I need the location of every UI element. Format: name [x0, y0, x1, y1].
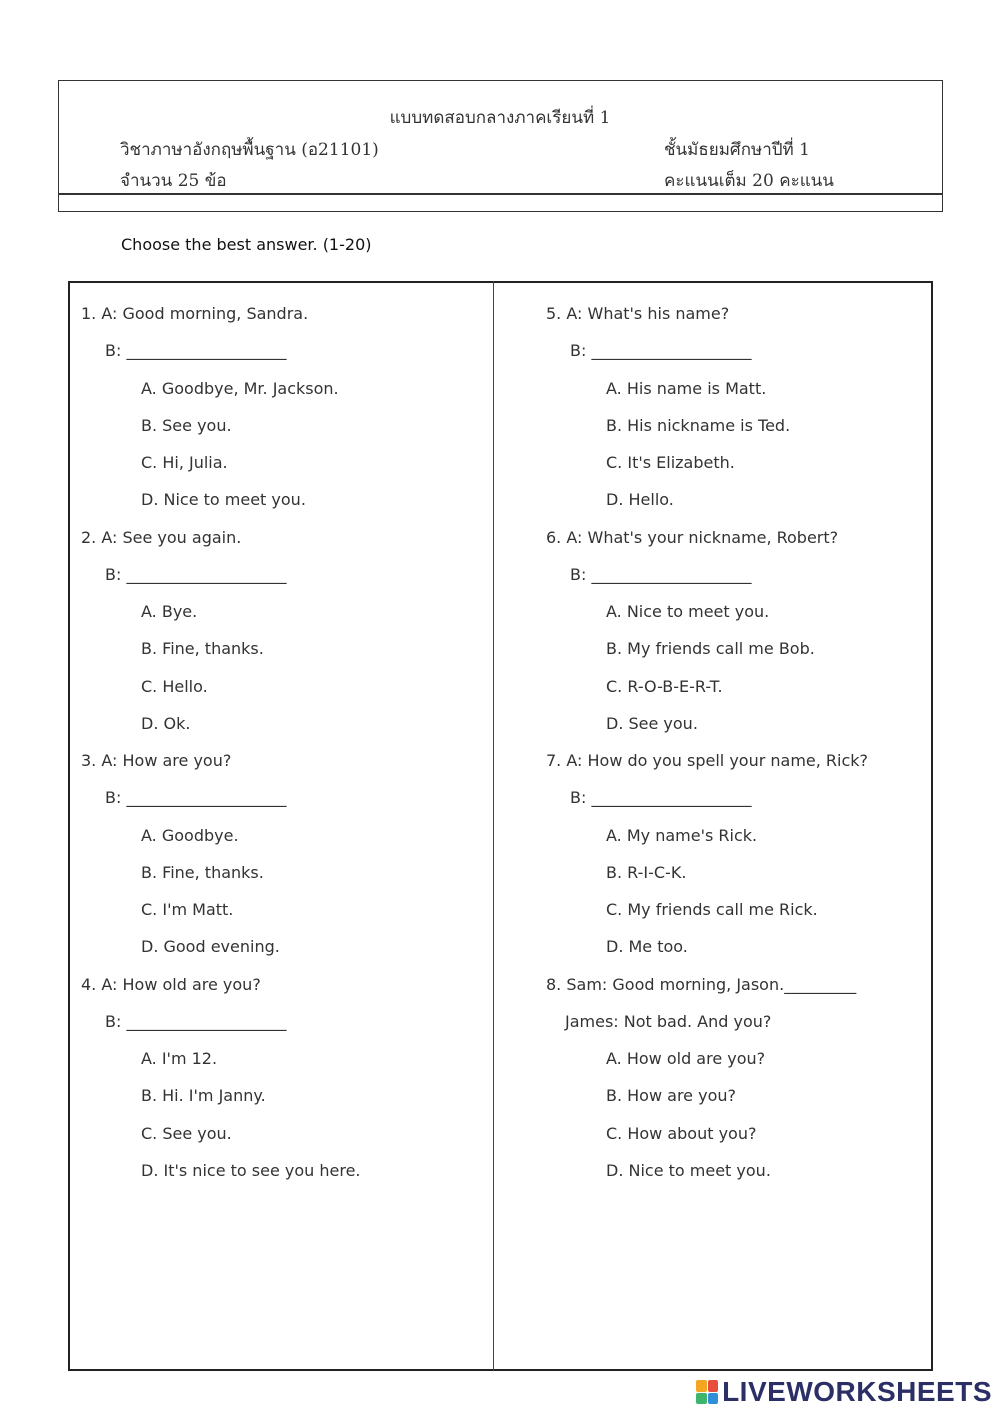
question-2-option-b[interactable]: B. Fine, thanks. — [141, 639, 264, 658]
question-1-answer-line[interactable]: B: ____________________ — [105, 341, 287, 360]
question-5-option-b[interactable]: B. His nickname is Ted. — [606, 416, 791, 435]
question-6-prompt: 6. A: What's your nickname, Robert? — [546, 528, 839, 547]
question-6-option-a[interactable]: A. Nice to meet you. — [606, 602, 770, 621]
question-1-option-a[interactable]: A. Goodbye, Mr. Jackson. — [141, 379, 339, 398]
question-7-prompt: 7. A: How do you spell your name, Rick? — [546, 751, 869, 770]
question-6-option-c[interactable]: C. R-O-B-E-R-T. — [606, 677, 723, 696]
question-5-option-a[interactable]: A. His name is Matt. — [606, 379, 767, 398]
exam-subject: วิชาภาษาอังกฤษพื้นฐาน (อ21101) — [120, 140, 379, 160]
question-4-answer-line[interactable]: B: ____________________ — [105, 1012, 287, 1031]
question-8-answer-line: James: Not bad. And you? — [565, 1012, 772, 1031]
question-6-answer-line[interactable]: B: ____________________ — [570, 565, 752, 584]
question-3-option-a[interactable]: A. Goodbye. — [141, 826, 239, 845]
question-1-prompt: 1. A: Good morning, Sandra. — [81, 304, 309, 323]
question-2-option-a[interactable]: A. Bye. — [141, 602, 198, 621]
question-4-option-d[interactable]: D. It's nice to see you here. — [141, 1161, 361, 1180]
logo-mark-icon — [696, 1380, 718, 1404]
exam-title: แบบทดสอบกลางภาคเรียนที่ 1 — [389, 108, 611, 128]
question-3-option-b[interactable]: B. Fine, thanks. — [141, 863, 264, 882]
question-1-option-c[interactable]: C. Hi, Julia. — [141, 453, 228, 472]
question-8-prompt: 8. Sam: Good morning, Jason._________ — [546, 975, 857, 994]
logo-text: LIVEWORKSHEETS — [722, 1376, 992, 1407]
question-2-option-d[interactable]: D. Ok. — [141, 714, 191, 733]
full-score: คะแนนเต็ม 20 คะแนน — [664, 171, 834, 191]
question-5-answer-line[interactable]: B: ____________________ — [570, 341, 752, 360]
question-8-option-b[interactable]: B. How are you? — [606, 1086, 736, 1105]
question-count: จำนวน 25 ข้อ — [120, 171, 227, 191]
question-7-option-a[interactable]: A. My name's Rick. — [606, 826, 758, 845]
question-5-option-d[interactable]: D. Hello. — [606, 490, 674, 509]
question-7-answer-line[interactable]: B: ____________________ — [570, 788, 752, 807]
instruction: Choose the best answer. (1-20) — [121, 235, 372, 254]
question-3-prompt: 3. A: How are you? — [81, 751, 232, 770]
question-2-answer-line[interactable]: B: ____________________ — [105, 565, 287, 584]
column-divider — [493, 281, 494, 1371]
question-3-option-c[interactable]: C. I'm Matt. — [141, 900, 234, 919]
question-2-prompt: 2. A: See you again. — [81, 528, 242, 547]
question-1-option-b[interactable]: B. See you. — [141, 416, 232, 435]
question-1-option-d[interactable]: D. Nice to meet you. — [141, 490, 306, 509]
question-7-option-d[interactable]: D. Me too. — [606, 937, 688, 956]
question-8-option-a[interactable]: A. How old are you? — [606, 1049, 766, 1068]
question-8-option-d[interactable]: D. Nice to meet you. — [606, 1161, 771, 1180]
question-3-option-d[interactable]: D. Good evening. — [141, 937, 280, 956]
exam-grade: ชั้นมัธยมศึกษาปีที่ 1 — [664, 140, 810, 160]
question-4-option-c[interactable]: C. See you. — [141, 1124, 232, 1143]
question-4-option-a[interactable]: A. I'm 12. — [141, 1049, 218, 1068]
liveworksheets-logo — [696, 1376, 992, 1408]
question-7-option-b[interactable]: B. R-I-C-K. — [606, 863, 687, 882]
question-6-option-b[interactable]: B. My friends call me Bob. — [606, 639, 815, 658]
question-2-option-c[interactable]: C. Hello. — [141, 677, 208, 696]
question-3-answer-line[interactable]: B: ____________________ — [105, 788, 287, 807]
question-8-option-c[interactable]: C. How about you? — [606, 1124, 757, 1143]
question-5-prompt: 5. A: What's his name? — [546, 304, 730, 323]
question-4-prompt: 4. A: How old are you? — [81, 975, 261, 994]
question-6-option-d[interactable]: D. See you. — [606, 714, 698, 733]
question-4-option-b[interactable]: B. Hi. I'm Janny. — [141, 1086, 266, 1105]
question-7-option-c[interactable]: C. My friends call me Rick. — [606, 900, 818, 919]
question-5-option-c[interactable]: C. It's Elizabeth. — [606, 453, 735, 472]
